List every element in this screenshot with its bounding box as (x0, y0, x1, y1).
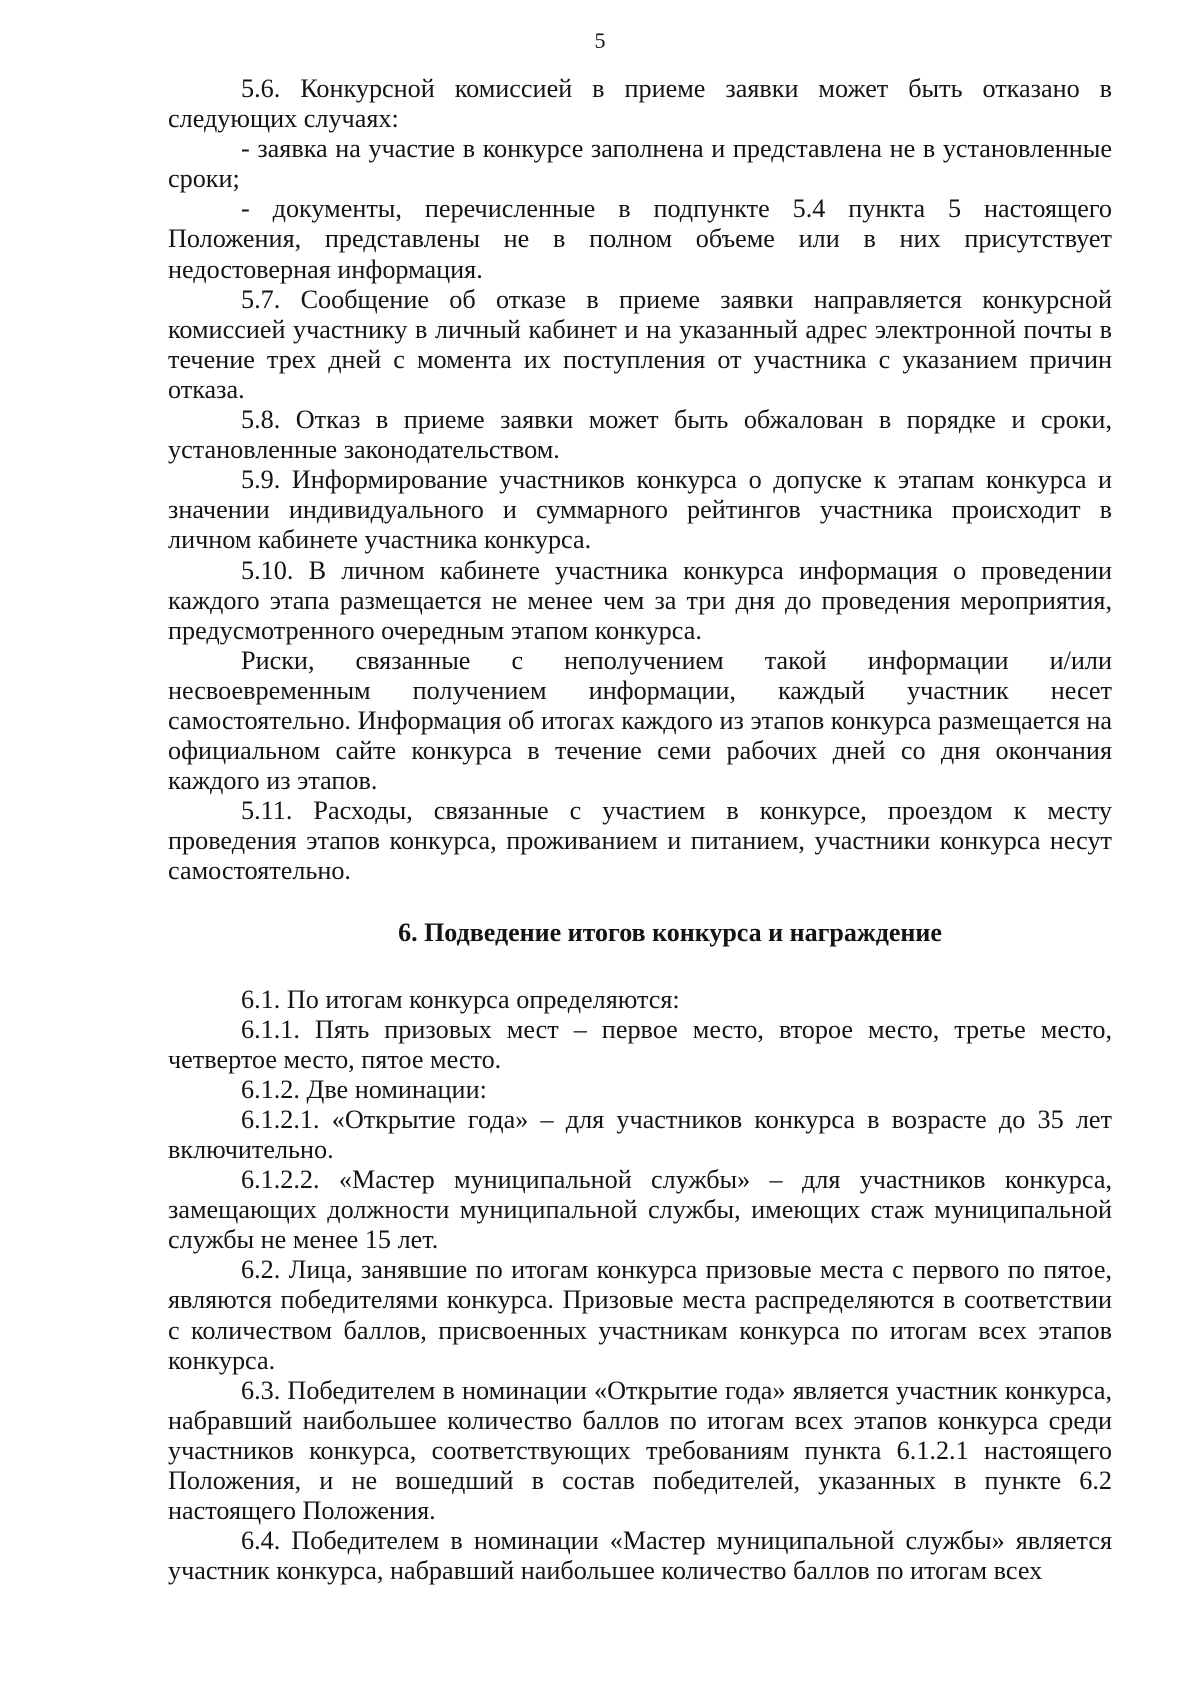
document-body (168, 74, 1112, 1586)
paragraph-5-9: 5.9. Информирование участников конкурса о допуске к этапам конкурса и значении индивидуального и суммарного рейтингов участника происходит в личном кабинете участника конкурса. (168, 465, 1112, 555)
paragraph-6-1: 6.1. По итогам конкурса определяются: (241, 984, 680, 1014)
paragraph-6-4: 6.4. Победителем в номинации «Мастер муниципальной службы» является участник конкурса, набравший наибольшее количество баллов по итогам всех (168, 1526, 1112, 1586)
paragraph-6-3: 6.3. Победителем в номинации «Открытие года» является участник конкурса, набравший наибольшее количество баллов по итогам всех этапов конкурса среди участников конкурса, соответствующих требованиям пункта 6.1.2.1 настоящего Положения, и не вошедший в состав победителей, указанных в пункте 6.2 настоящего Положения. (168, 1375, 1112, 1526)
page-number: 5 (594, 28, 606, 53)
paragraph-6-1-2-1: 6.1.2.1. «Открытие года» – для участников конкурса в возрасте до 35 лет включительно. (168, 1104, 1112, 1164)
section-6-heading: 6. Подведение итогов конкурса и награждение (398, 917, 942, 947)
paragraph-5-8: 5.8. Отказ в приеме заявки может быть обжалован в порядке и сроки, установленные законодательством. (168, 405, 1112, 465)
paragraph-6-2: 6.2. Лица, занявшие по итогам конкурса призовые места с первого по пятое, являются победителями конкурса. Призовые места распределяются в соответствии с количеством баллов, присвоенных участникам конкурса по итогам всех этапов конкурса. (168, 1255, 1112, 1375)
list-item-deadline: - заявка на участие в конкурсе заполнена и представлена не в установленные сроки; (168, 134, 1112, 194)
list-item-documents: - документы, перечисленные в подпункте 5.4 пункта 5 настоящего Положения, представлены не в полном объеме или в них присутствует недостоверная информация. (168, 194, 1112, 284)
paragraph-5-6: 5.6. Конкурсной комиссией в приеме заявки может быть отказано в следующих случаях: (168, 74, 1112, 134)
paragraph-risks: Риски, связанные с неполучением такой информации и/или несвоевременным получением информации, каждый участник несет самостоятельно. Информация об итогах каждого из этапов конкурса размещается на официальном сайте конкурса в течение семи рабочих дней со дня окончания каждого из этапов. (168, 645, 1112, 796)
paragraph-5-11: 5.11. Расходы, связанные с участием в конкурсе, проездом к месту проведения этапов конкурса, проживанием и питанием, участники конкурса несут самостоятельно. (168, 796, 1112, 886)
paragraph-6-1-2: 6.1.2. Две номинации: (241, 1074, 487, 1104)
paragraph-5-7: 5.7. Сообщение об отказе в приеме заявки направляется конкурсной комиссией участнику в личный кабинет и на указанный адрес электронной почты в течение трех дней с момента их поступления от участника с указанием причин отказа. (168, 284, 1112, 404)
paragraph-6-1-1: 6.1.1. Пять призовых мест – первое место, второе место, третье место, четвертое место, пятое место. (168, 1014, 1112, 1074)
paragraph-6-1-2-2: 6.1.2.2. «Мастер муниципальной службы» – для участников конкурса, замещающих должности муниципальной службы, имеющих стаж муниципальной службы не менее 15 лет. (168, 1165, 1112, 1255)
paragraph-5-10: 5.10. В личном кабинете участника конкурса информация о проведении каждого этапа размещается не менее чем за три дня до проведения мероприятия, предусмотренного очередным этапом конкурса. (168, 555, 1112, 645)
